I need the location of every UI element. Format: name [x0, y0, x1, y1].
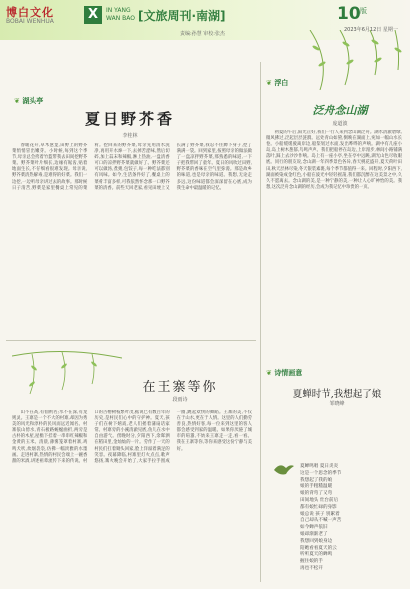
- editor-line: 责编:孙慧 审校:张杰: [180, 31, 225, 37]
- poem-line: 娘的手粗糙温暖: [300, 484, 333, 490]
- article-body: [12, 410, 252, 582]
- poem-line: 如今蝉声依旧: [300, 525, 328, 531]
- masthead-logo-sub: BOBAI WENHUA: [6, 18, 54, 25]
- article-body-text: 初夏的午后,阳光正好,我们一行人来到念山湖泛舟。湖水清澈碧绿,微风拂过,泛起层层涟漪。远处青山如黛,倒映在湖面上,宛如一幅山水长卷。小船缓缓驶离岸边,船桨划过水面,发出哗哗的声响。湖中有几座小岛,岛上树木葱郁,鸟鸣声声。我们把船停在岛边,上岸漫步,林间小路铺满落叶,踩上去沙沙作响。岛上有一座小亭,坐在亭中远眺,湖光山色尽收眼底。同行的朋友说,念山湖一年四季景色各异,春天桃花盛开,夏天荷叶田田,秋天层林尽染,冬天银装素裹,每个季节都值得一来。回程时,夕阳西下,湖面被染成金红色,小船在波光中轻轻摇荡,我们都沉醉在这美景之中,久久不愿离去。念山湖的美,是一种宁静的美,一种让人心旷神怡的美。我想,这次泛舟念山湖的经历,会成为我记忆中珍贵的一页。: [266, 130, 402, 190]
- article-body: [266, 130, 402, 360]
- section-label-left: ❦ 湖头亭: [14, 97, 44, 105]
- column-name: [文旅周刊·南湖]: [138, 9, 226, 23]
- article-title: 夏日野芥香: [84, 110, 175, 128]
- article-title: 泛舟念山湖: [312, 104, 368, 117]
- issue-date: 2023年6月12日 星期一: [344, 27, 398, 33]
- pinyin-line-1: IN YANG: [106, 7, 131, 14]
- poem-line: 娘总说 孩子 别累着: [300, 511, 340, 517]
- leaf-icon: ❦: [266, 79, 272, 87]
- section-x-badge: X: [84, 6, 102, 24]
- willow-decoration-icon: [300, 30, 410, 90]
- poem-body: [300, 464, 392, 573]
- section-label-poem: ❦ 诗情画意: [266, 369, 303, 377]
- article-title: 在王寨等你: [142, 380, 218, 395]
- masthead-pinyin: [106, 7, 135, 23]
- poem-line: 娘的背弯了又弯: [300, 491, 333, 497]
- article-author: 邹晓峰: [329, 401, 345, 407]
- bird-icon: [272, 460, 296, 478]
- poem-line: 娘却渐渐老了: [300, 531, 328, 537]
- poem-line: 我想回到娘身边: [300, 538, 333, 544]
- page-number: 10: [337, 4, 361, 24]
- leaf-icon: ❦: [14, 97, 20, 105]
- pinyin-line-2: WAN BAO: [106, 15, 135, 22]
- poem-line: 这是一个思念的季节: [300, 470, 342, 476]
- poem-line: 听听夏天的蝉鸣: [300, 552, 333, 558]
- masthead-logo: 博白文化: [6, 6, 54, 19]
- article-author: 庞道波: [332, 121, 348, 127]
- section-label-right: ❦ 浮白: [266, 79, 289, 87]
- leaf-icon: ❦: [266, 369, 272, 377]
- article-author: 李桂林: [122, 133, 138, 139]
- article-title: 夏蝉时节,我想起了娘: [292, 389, 382, 400]
- poem-line: 握住娘的手: [300, 559, 323, 565]
- poem-line: 自己却从不喊一声苦: [300, 518, 342, 524]
- poem-line: 我想起了我的娘: [300, 477, 333, 483]
- article-body-text: 山不在高,有仙则名;水不在深,有龙则灵。王寨是一个不大的村寨,却因为秀美的风光和淳朴的民风而远近闻名。村寨依山傍水,青石板路蜿蜒曲折,两旁是古朴的木屋,屋檐下挂着一串串红辣椒和金黄的玉米。清晨,薄雾笼罩着村寨,鸡鸣犬吠,炊烟袅袅,仿佛一幅淡雅的水墨画。走进村寨,热情的村民会端上一碗香甜的米酒,讲述祖辈流传下来的传说。村口的古榕树枝繁叶茂,据说已有数百年的历史,是村民们心中的守护神。夏天,孩子们在树下嬉戏,老人们摇着蒲扇话家常。村寨旁的小溪清澈见底,鱼儿在水中自由游弋。傍晚时分,夕阳西下,余晖洒在稻田里,金灿灿的一片。劳作了一天的村民们扛着锄头回家,脸上洋溢着满足的笑容。夜幕降临,村寨里灯火点点,歌声悠扬,篝火晚会开始了,大家手拉手围成一圈,跳起欢快的舞蹈。王寨的美,不仅在于山水,更在于人情。这里的人们勤劳善良,热情好客,每一位来到这里的客人都会感受到家的温暖。如果你厌倦了城市的喧嚣,不妨来王寨走一走,看一看。我在王寨等你,等你来感受这份宁静与美好。: [12, 410, 252, 464]
- poem-line: 再也不松开: [300, 565, 323, 571]
- willow-branch-icon: [12, 346, 122, 396]
- section-divider: [6, 340, 256, 341]
- poem-line: 田间地头 灶台前后: [300, 497, 339, 503]
- column-divider: [260, 62, 261, 582]
- article-author: 段雨诗: [172, 397, 188, 403]
- article-body: [12, 143, 252, 335]
- poem-line: 都有娘忙碌的身影: [300, 504, 337, 510]
- poem-line: 陪她看看夏天的云: [300, 545, 337, 551]
- page-ban-label: 版: [360, 7, 367, 15]
- poem-line: 夏蝉鸣唱 夏日炎炎: [300, 464, 339, 469]
- article-body-text: 春暖花开,草木葱茏,田野上的野芥菜悄悄冒出嫩芽。小时候,每到这个季节,母亲总会挎着竹篮带我去田间挖野芥菜。野芥菜叶片细长,边缘有锯齿,贴着地面生长,不仔细看很难发现。母亲说,野芥菜清热解毒,是难得的好菜。我们一边挖,一边听母亲讲过去的故事。那时候日子清苦,野菜是家里餐桌上常见的菜肴。挖回来的野芥菜,母亲先用清水洗净,再用开水焯一下,去掉苦涩味,然后切碎,加上蒜末和辣椒,淋上热油,一盘清香可口的凉拌野芥菜就做好了。野芥菜还可以做汤,煮粥,包饺子,每一种吃法都别有风味。如今,生活条件好了,餐桌上的菜肴丰富多样,可我依然怀念那一口野芥菜的清香。前些天回老家,看见田埂上又长满了野芥菜,我忍不住蹲下身子,挖了满满一袋。回到家里,按照母亲的做法做了一盘凉拌野芥菜,那熟悉的味道,一下子把我带回了童年。夏日的风吹过田野,野芥菜的香味在空气里弥漫。那是故乡的味道,也是母亲的味道。我想,无论走多远,这份味道都会深深留在心底,成为我生命中最温暖的记忆。: [12, 143, 252, 191]
